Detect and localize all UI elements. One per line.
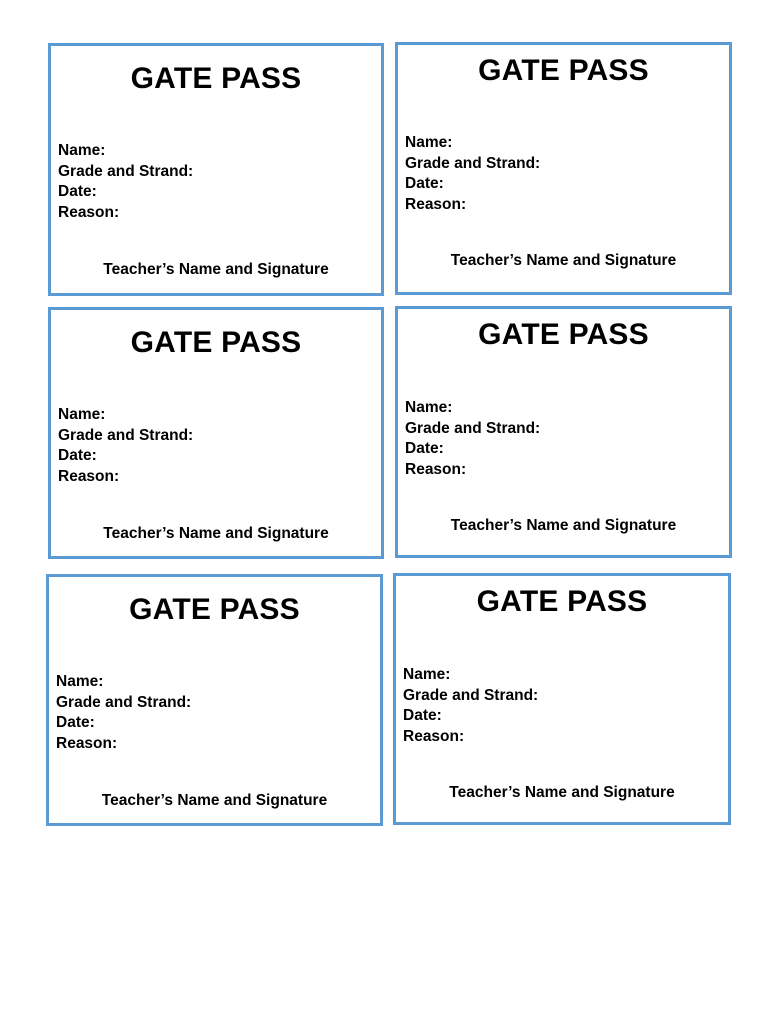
gate-pass-title: GATE PASS — [129, 593, 300, 626]
name-field-label: Name: — [405, 134, 453, 151]
gate-pass-fields — [58, 141, 193, 224]
gate-pass-title: GATE PASS — [130, 62, 302, 95]
teacher-signature-label: Teacher’s Name and Signature — [450, 517, 677, 534]
gate-pass-title: GATE PASS — [130, 326, 302, 359]
date-field-label: Date: — [403, 707, 442, 725]
date-field-label: Date: — [58, 183, 97, 201]
teacher-signature-label: Teacher’s Name and Signature — [103, 525, 329, 542]
grade-strand-field-label: Grade and Strand: — [58, 162, 194, 180]
teacher-signature-label: Teacher’s Name and Signature — [101, 792, 328, 809]
gate-pass-title: GATE PASS — [476, 585, 648, 618]
teacher-signature-label: Teacher’s Name and Signature — [103, 261, 329, 278]
name-field-label: Name: — [58, 406, 106, 423]
gate-pass-title: GATE PASS — [478, 318, 649, 351]
date-field-label: Date: — [58, 447, 97, 465]
reason-field-label: Reason: — [405, 461, 467, 479]
gate-pass-card — [395, 42, 732, 295]
reason-field-label: Reason: — [405, 196, 467, 214]
grade-strand-field-label: Grade and Strand: — [56, 693, 192, 711]
name-field-label: Name: — [405, 399, 453, 416]
gate-pass-card — [46, 574, 383, 826]
gate-pass-fields — [405, 133, 540, 216]
teacher-signature-label: Teacher’s Name and Signature — [449, 784, 675, 801]
date-field-label: Date: — [405, 175, 444, 193]
grade-strand-field-label: Grade and Strand: — [405, 419, 541, 437]
name-field-label: Name: — [403, 666, 451, 683]
grade-strand-field-label: Grade and Strand: — [403, 686, 539, 704]
gate-pass-card — [48, 43, 384, 296]
gate-pass-fields — [56, 672, 191, 755]
date-field-label: Date: — [56, 714, 95, 732]
gate-pass-card — [48, 307, 384, 559]
reason-field-label: Reason: — [56, 735, 118, 753]
reason-field-label: Reason: — [403, 728, 465, 746]
teacher-signature-label: Teacher’s Name and Signature — [450, 252, 677, 269]
reason-field-label: Reason: — [58, 204, 120, 222]
name-field-label: Name: — [56, 673, 104, 690]
gate-pass-card — [393, 573, 731, 825]
name-field-label: Name: — [58, 142, 106, 159]
gate-pass-fields — [403, 665, 538, 748]
gate-pass-fields — [405, 398, 540, 481]
gate-pass-card — [395, 306, 732, 558]
date-field-label: Date: — [405, 440, 444, 458]
reason-field-label: Reason: — [58, 468, 120, 486]
gate-pass-title: GATE PASS — [478, 54, 649, 87]
grade-strand-field-label: Grade and Strand: — [405, 154, 541, 172]
grade-strand-field-label: Grade and Strand: — [58, 426, 194, 444]
gate-pass-fields — [58, 405, 193, 488]
